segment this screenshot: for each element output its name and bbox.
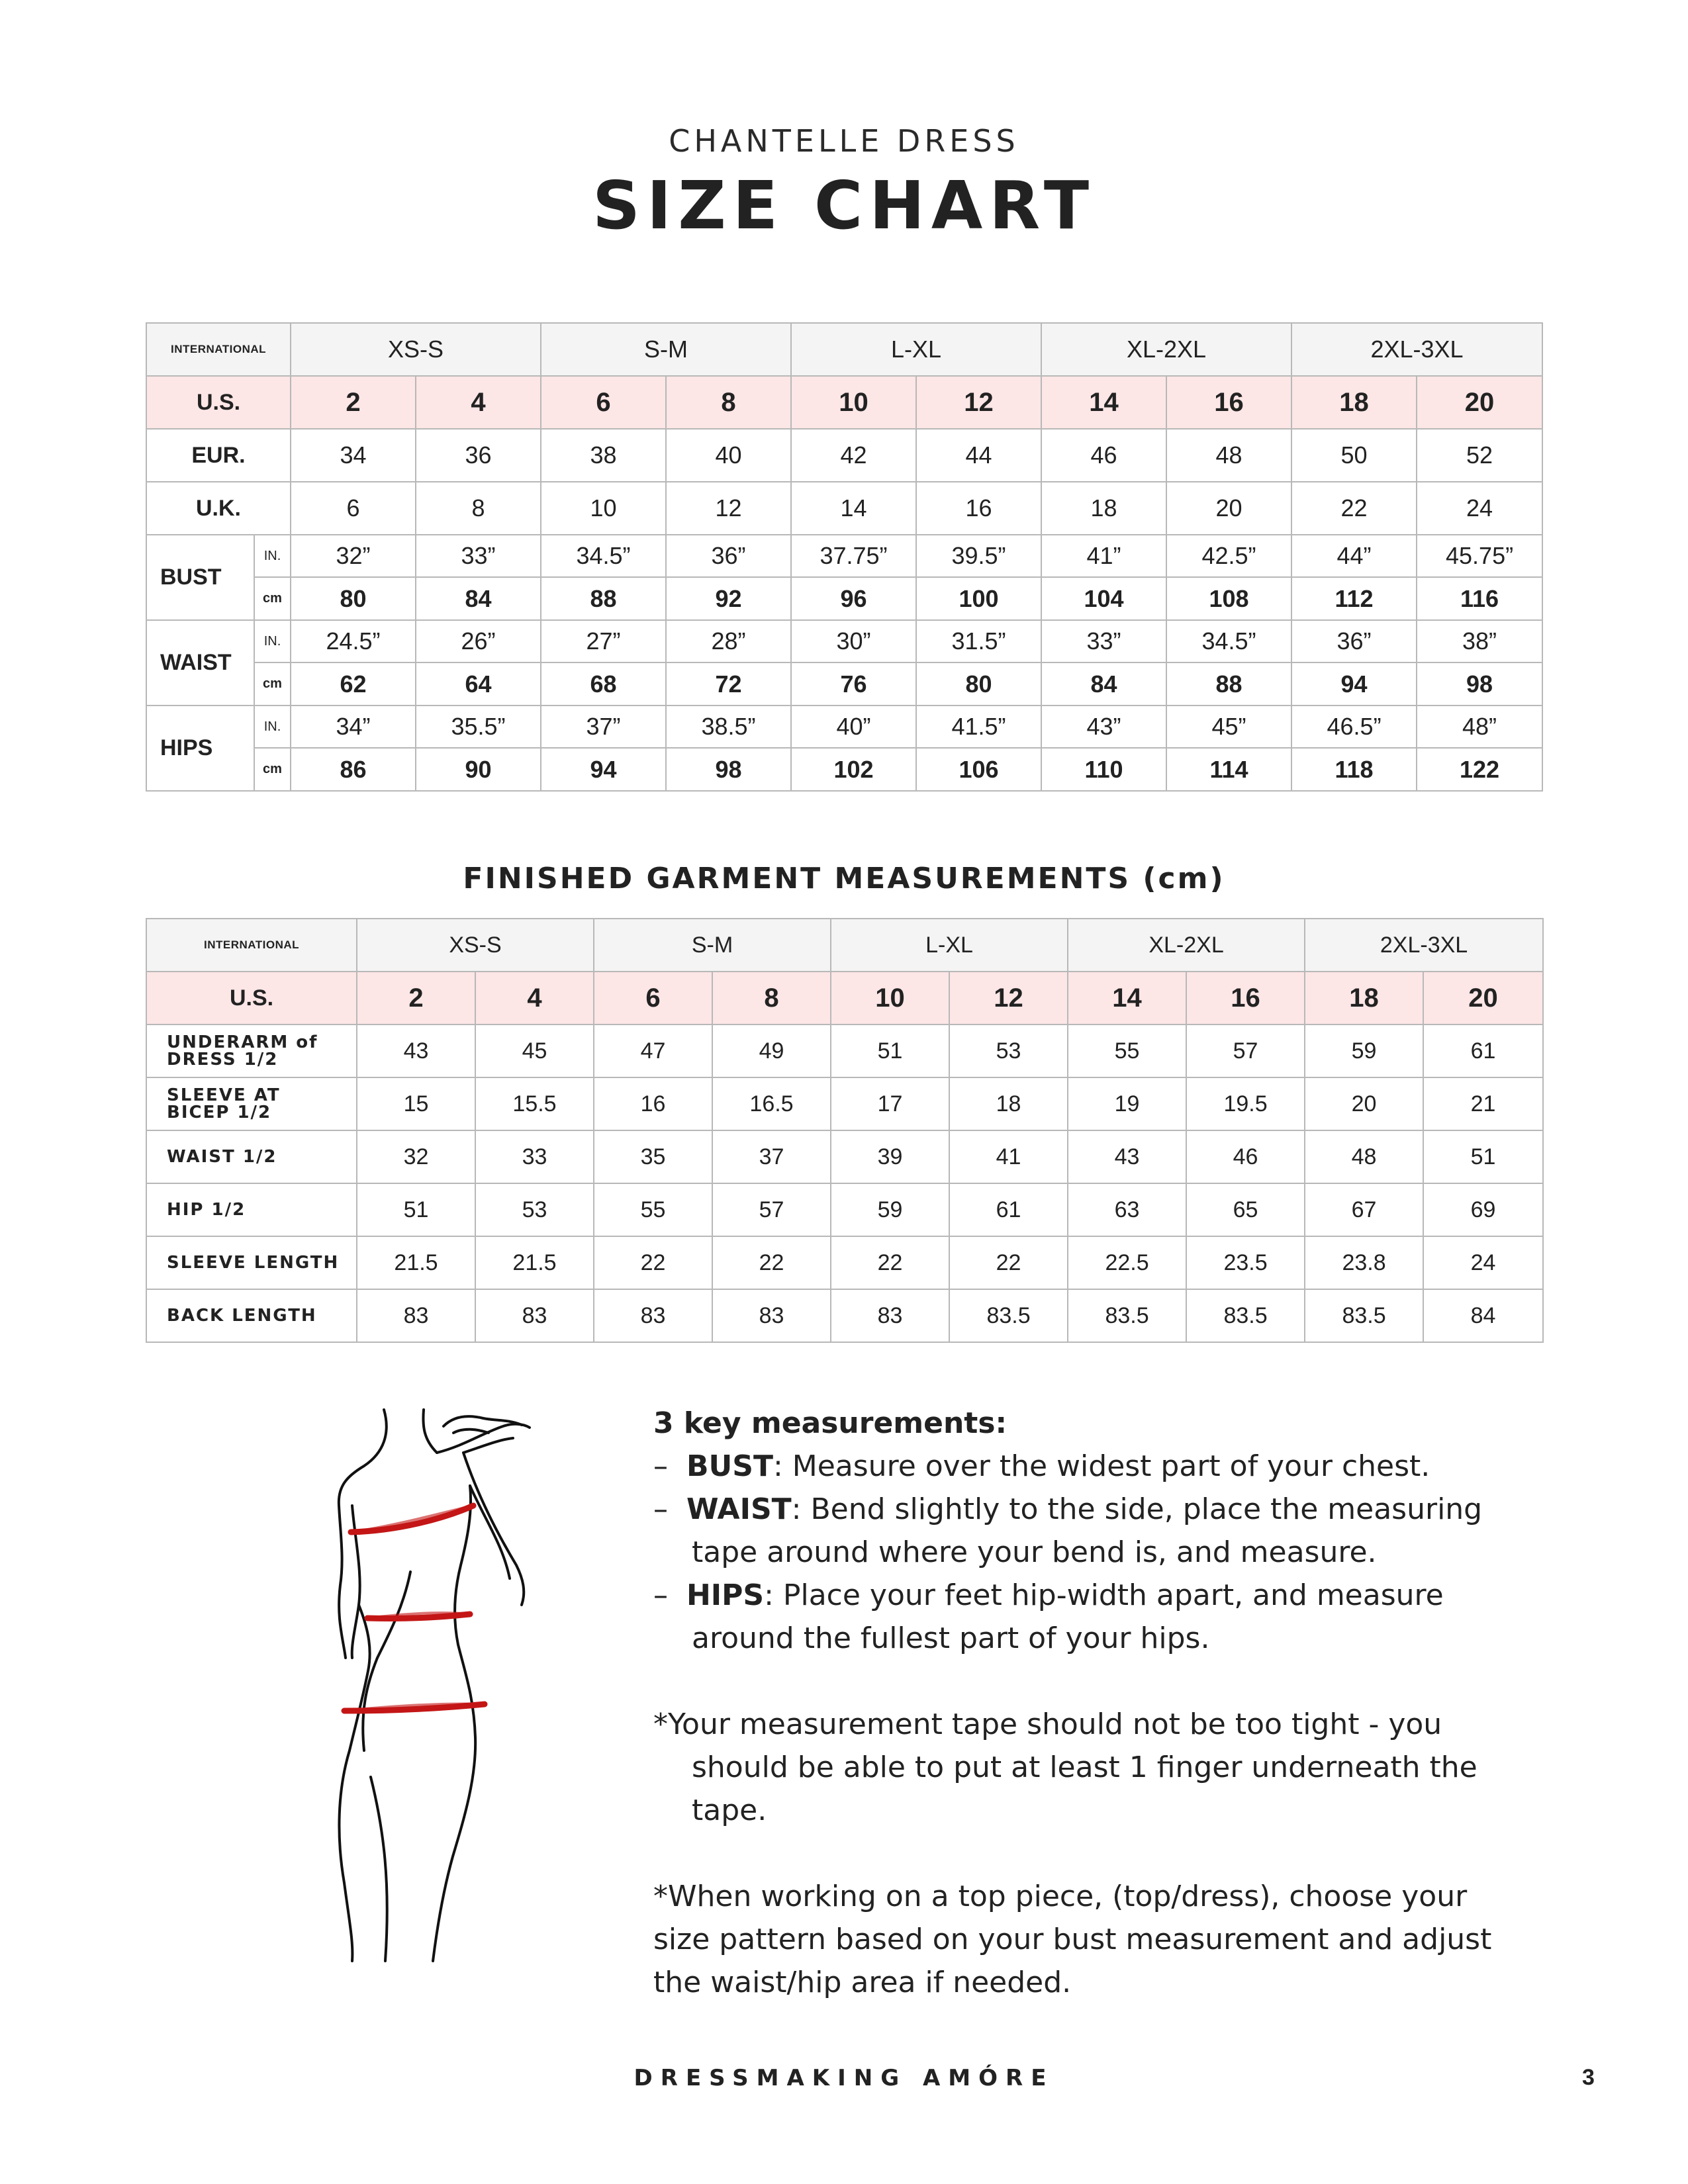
garment-cell: 83.5	[1068, 1289, 1186, 1342]
garment-cell: 33	[475, 1130, 594, 1183]
garment-cell: 16.5	[712, 1077, 831, 1130]
back-length-row	[146, 1289, 1543, 1342]
waist-in-cell: 33”	[1041, 620, 1166, 662]
bust-label: BUST	[146, 535, 254, 620]
garment-cell: 69	[1423, 1183, 1543, 1236]
intl-size-cell: S-M	[594, 919, 831, 972]
garment-cell: 59	[1305, 1024, 1423, 1077]
uk-size-cell: 12	[666, 482, 791, 535]
eur-size-cell: 46	[1041, 429, 1166, 482]
garment-cell: 83	[712, 1289, 831, 1342]
unit-cm-label: cm	[254, 748, 291, 791]
garment-cell: 51	[357, 1183, 475, 1236]
us-size-cell: 12	[949, 972, 1068, 1024]
hips-cm-cell: 102	[791, 748, 916, 791]
garment-cell: 47	[594, 1024, 712, 1077]
garment-cell: 84	[1423, 1289, 1543, 1342]
hips-cm-cell: 110	[1041, 748, 1166, 791]
us-size-cell: 16	[1186, 972, 1305, 1024]
garment-cell: 46	[1186, 1130, 1305, 1183]
garment-cell: 21.5	[357, 1236, 475, 1289]
uk-size-cell: 8	[416, 482, 541, 535]
garment-cell: 43	[357, 1024, 475, 1077]
garment-cell: 24	[1423, 1236, 1543, 1289]
hips-in-cell: 38.5”	[666, 705, 791, 748]
garment-cell: 61	[949, 1183, 1068, 1236]
us-row	[146, 972, 1543, 1024]
eur-size-cell: 48	[1166, 429, 1291, 482]
hips-in-cell: 35.5”	[416, 705, 541, 748]
garment-measurements-table	[146, 918, 1544, 1343]
bust-in-cell: 39.5”	[916, 535, 1041, 577]
underarm-label: UNDERARM of DRESS 1/2	[146, 1024, 357, 1077]
intl-size-cell: 2XL-3XL	[1305, 919, 1543, 972]
garment-cell: 15.5	[475, 1077, 594, 1130]
garment-cell: 32	[357, 1130, 475, 1183]
waist-cm-cell: 94	[1291, 662, 1417, 705]
us-label: U.S.	[146, 972, 357, 1024]
garment-cell: 53	[949, 1024, 1068, 1077]
garment-cell: 51	[831, 1024, 949, 1077]
waist-in-cell: 30”	[791, 620, 916, 662]
bust-cm-cell: 96	[791, 577, 916, 620]
garment-cell: 39	[831, 1130, 949, 1183]
garment-cell: 83	[594, 1289, 712, 1342]
uk-row	[146, 482, 1542, 535]
waist-cm-cell: 98	[1417, 662, 1542, 705]
garment-cell: 20	[1305, 1077, 1423, 1130]
waist-half-row	[146, 1130, 1543, 1183]
hips-cm-cell: 86	[291, 748, 416, 791]
hips-in-cell: 43”	[1041, 705, 1166, 748]
us-size-cell: 14	[1041, 376, 1166, 429]
garment-cell: 48	[1305, 1130, 1423, 1183]
garment-cell: 43	[1068, 1130, 1186, 1183]
hips-cm-cell: 98	[666, 748, 791, 791]
bust-in-cell: 42.5”	[1166, 535, 1291, 577]
unit-in-label: IN.	[254, 620, 291, 662]
bust-cm-cell: 92	[666, 577, 791, 620]
us-size-cell: 2	[357, 972, 475, 1024]
waist-in-cell: 24.5”	[291, 620, 416, 662]
bust-in-cell: 37.75”	[791, 535, 916, 577]
sleeve-bicep-label: SLEEVE AT BICEP 1/2	[146, 1077, 357, 1130]
garment-cell: 19.5	[1186, 1077, 1305, 1130]
notes-heading: 3 key measurements:	[653, 1406, 1008, 1440]
bust-cm-cell: 112	[1291, 577, 1417, 620]
garment-cell: 53	[475, 1183, 594, 1236]
bust-in-cell: 36”	[666, 535, 791, 577]
hips-cm-cell: 122	[1417, 748, 1542, 791]
us-size-cell: 4	[475, 972, 594, 1024]
hips-label: HIPS	[146, 705, 254, 791]
garment-cell: 57	[1186, 1024, 1305, 1077]
garment-cell: 63	[1068, 1183, 1186, 1236]
garment-cell: 23.5	[1186, 1236, 1305, 1289]
bust-in-cell: 32”	[291, 535, 416, 577]
uk-size-cell: 22	[1291, 482, 1417, 535]
hips-in-cell: 45”	[1166, 705, 1291, 748]
brand-footer: DRESSMAKING AMÓRE	[633, 2065, 1055, 2091]
page-title: SIZE CHART	[592, 167, 1096, 244]
international-label: INTERNATIONAL	[146, 919, 357, 972]
garment-section-title: FINISHED GARMENT MEASUREMENTS (cm)	[463, 862, 1225, 895]
top-piece-note: *When working on a top piece, (top/dress), choose your size pattern based on your bust measurement and adjust the waist/hip area if needed.	[653, 1880, 1492, 1999]
garment-cell: 59	[831, 1183, 949, 1236]
sleeve-length-label: SLEEVE LENGTH	[146, 1236, 357, 1289]
garment-cell: 17	[831, 1077, 949, 1130]
intl-size-cell: XS-S	[291, 323, 541, 376]
garment-cell: 55	[594, 1183, 712, 1236]
us-size-cell: 20	[1417, 376, 1542, 429]
us-size-cell: 2	[291, 376, 416, 429]
international-row	[146, 323, 1542, 376]
eur-size-cell: 44	[916, 429, 1041, 482]
hips-cm-cell: 94	[541, 748, 666, 791]
uk-size-cell: 6	[291, 482, 416, 535]
body-measurement-figure-icon	[311, 1406, 549, 1962]
garment-cell: 83.5	[949, 1289, 1068, 1342]
waist-cm-row	[146, 662, 1542, 705]
garment-cell: 22.5	[1068, 1236, 1186, 1289]
bust-cm-cell: 84	[416, 577, 541, 620]
tape-tightness-note: *Your measurement tape should not be too tight - you should be able to put at least 1 finger underneath the tape.	[653, 1707, 1477, 1827]
intl-size-cell: L-XL	[791, 323, 1041, 376]
uk-size-cell: 20	[1166, 482, 1291, 535]
sleeve-bicep-row	[146, 1077, 1543, 1130]
waist-cm-cell: 80	[916, 662, 1041, 705]
us-size-cell: 18	[1305, 972, 1423, 1024]
bust-cm-cell: 100	[916, 577, 1041, 620]
hips-instruction: – HIPS: Place your feet hip-width apart, and measure around the fullest part of your hips.	[653, 1578, 1444, 1655]
us-label: U.S.	[146, 376, 291, 429]
garment-cell: 15	[357, 1077, 475, 1130]
bust-in-cell: 41”	[1041, 535, 1166, 577]
hips-cm-cell: 90	[416, 748, 541, 791]
waist-cm-cell: 68	[541, 662, 666, 705]
garment-cell: 83.5	[1305, 1289, 1423, 1342]
uk-size-cell: 18	[1041, 482, 1166, 535]
garment-cell: 83	[475, 1289, 594, 1342]
hips-cm-row	[146, 748, 1542, 791]
unit-in-label: IN.	[254, 535, 291, 577]
bust-in-cell: 34.5”	[541, 535, 666, 577]
eur-row	[146, 429, 1542, 482]
waist-in-cell: 27”	[541, 620, 666, 662]
bust-instruction: – BUST: Measure over the widest part of your chest.	[653, 1449, 1430, 1483]
uk-size-cell: 14	[791, 482, 916, 535]
us-size-cell: 10	[831, 972, 949, 1024]
eur-size-cell: 52	[1417, 429, 1542, 482]
garment-cell: 65	[1186, 1183, 1305, 1236]
eur-size-cell: 50	[1291, 429, 1417, 482]
garment-cell: 35	[594, 1130, 712, 1183]
waist-in-cell: 34.5”	[1166, 620, 1291, 662]
hips-in-cell: 40”	[791, 705, 916, 748]
us-size-cell: 10	[791, 376, 916, 429]
us-size-cell: 8	[712, 972, 831, 1024]
intl-size-cell: L-XL	[831, 919, 1068, 972]
hip-half-row	[146, 1183, 1543, 1236]
garment-cell: 41	[949, 1130, 1068, 1183]
us-size-cell: 6	[594, 972, 712, 1024]
hips-cm-cell: 114	[1166, 748, 1291, 791]
uk-size-cell: 16	[916, 482, 1041, 535]
page-number: 3	[1582, 2065, 1595, 2090]
hips-cm-cell: 106	[916, 748, 1041, 791]
waist-cm-cell: 62	[291, 662, 416, 705]
garment-cell: 22	[831, 1236, 949, 1289]
bust-in-cell: 45.75”	[1417, 535, 1542, 577]
garment-cell: 67	[1305, 1183, 1423, 1236]
intl-size-cell: S-M	[541, 323, 791, 376]
us-size-cell: 6	[541, 376, 666, 429]
us-size-cell: 18	[1291, 376, 1417, 429]
hips-in-cell: 37”	[541, 705, 666, 748]
us-size-cell: 12	[916, 376, 1041, 429]
waist-in-cell: 31.5”	[916, 620, 1041, 662]
waist-in-cell: 26”	[416, 620, 541, 662]
international-row	[146, 919, 1543, 972]
waist-in-cell: 36”	[1291, 620, 1417, 662]
intl-size-cell: XL-2XL	[1068, 919, 1305, 972]
bust-cm-cell: 116	[1417, 577, 1542, 620]
bust-cm-cell: 104	[1041, 577, 1166, 620]
bust-cm-cell: 88	[541, 577, 666, 620]
us-size-cell: 14	[1068, 972, 1186, 1024]
garment-cell: 61	[1423, 1024, 1543, 1077]
dress-name: CHANTELLE DRESS	[669, 123, 1019, 159]
waist-cm-cell: 84	[1041, 662, 1166, 705]
sleeve-length-row	[146, 1236, 1543, 1289]
garment-cell: 83	[357, 1289, 475, 1342]
us-row	[146, 376, 1542, 429]
garment-cell: 16	[594, 1077, 712, 1130]
intl-size-cell: XL-2XL	[1041, 323, 1291, 376]
waist-in-cell: 28”	[666, 620, 791, 662]
intl-size-cell: XS-S	[357, 919, 594, 972]
hips-in-cell: 41.5”	[916, 705, 1041, 748]
unit-in-label: IN.	[254, 705, 291, 748]
garment-cell: 23.8	[1305, 1236, 1423, 1289]
garment-cell: 51	[1423, 1130, 1543, 1183]
hips-in-cell: 34”	[291, 705, 416, 748]
bust-cm-row	[146, 577, 1542, 620]
waist-label: WAIST	[146, 620, 254, 705]
underarm-row	[146, 1024, 1543, 1077]
us-size-cell: 4	[416, 376, 541, 429]
eur-size-cell: 40	[666, 429, 791, 482]
bust-cm-cell: 108	[1166, 577, 1291, 620]
uk-size-cell: 24	[1417, 482, 1542, 535]
unit-cm-label: cm	[254, 577, 291, 620]
waist-cm-cell: 88	[1166, 662, 1291, 705]
waist-inch-row	[146, 620, 1542, 662]
eur-size-cell: 34	[291, 429, 416, 482]
unit-cm-label: cm	[254, 662, 291, 705]
uk-size-cell: 10	[541, 482, 666, 535]
uk-label: U.K.	[146, 482, 291, 535]
measurement-notes	[653, 1402, 1514, 2004]
waist-cm-cell: 76	[791, 662, 916, 705]
bust-inch-row	[146, 535, 1542, 577]
back-length-label: BACK LENGTH	[146, 1289, 357, 1342]
garment-cell: 22	[949, 1236, 1068, 1289]
waist-cm-cell: 64	[416, 662, 541, 705]
eur-size-cell: 38	[541, 429, 666, 482]
hips-in-cell: 48”	[1417, 705, 1542, 748]
bust-in-cell: 44”	[1291, 535, 1417, 577]
garment-cell: 55	[1068, 1024, 1186, 1077]
eur-label: EUR.	[146, 429, 291, 482]
us-size-cell: 20	[1423, 972, 1543, 1024]
garment-cell: 83.5	[1186, 1289, 1305, 1342]
international-label: INTERNATIONAL	[146, 323, 291, 376]
hips-in-cell: 46.5”	[1291, 705, 1417, 748]
garment-cell: 18	[949, 1077, 1068, 1130]
waist-instruction: – WAIST: Bend slightly to the side, place the measuring tape around where your bend is, and measure.	[653, 1492, 1483, 1569]
size-chart-table	[146, 322, 1543, 792]
garment-cell: 49	[712, 1024, 831, 1077]
hip-half-label: HIP 1/2	[146, 1183, 357, 1236]
garment-cell: 45	[475, 1024, 594, 1077]
garment-cell: 21	[1423, 1077, 1543, 1130]
garment-cell: 83	[831, 1289, 949, 1342]
eur-size-cell: 36	[416, 429, 541, 482]
us-size-cell: 16	[1166, 376, 1291, 429]
garment-cell: 37	[712, 1130, 831, 1183]
garment-cell: 57	[712, 1183, 831, 1236]
garment-cell: 19	[1068, 1077, 1186, 1130]
intl-size-cell: 2XL-3XL	[1291, 323, 1542, 376]
waist-cm-cell: 72	[666, 662, 791, 705]
hips-cm-cell: 118	[1291, 748, 1417, 791]
us-size-cell: 8	[666, 376, 791, 429]
garment-cell: 22	[594, 1236, 712, 1289]
hips-inch-row	[146, 705, 1542, 748]
bust-cm-cell: 80	[291, 577, 416, 620]
waist-half-label: WAIST 1/2	[146, 1130, 357, 1183]
eur-size-cell: 42	[791, 429, 916, 482]
garment-cell: 21.5	[475, 1236, 594, 1289]
waist-in-cell: 38”	[1417, 620, 1542, 662]
bust-in-cell: 33”	[416, 535, 541, 577]
garment-cell: 22	[712, 1236, 831, 1289]
